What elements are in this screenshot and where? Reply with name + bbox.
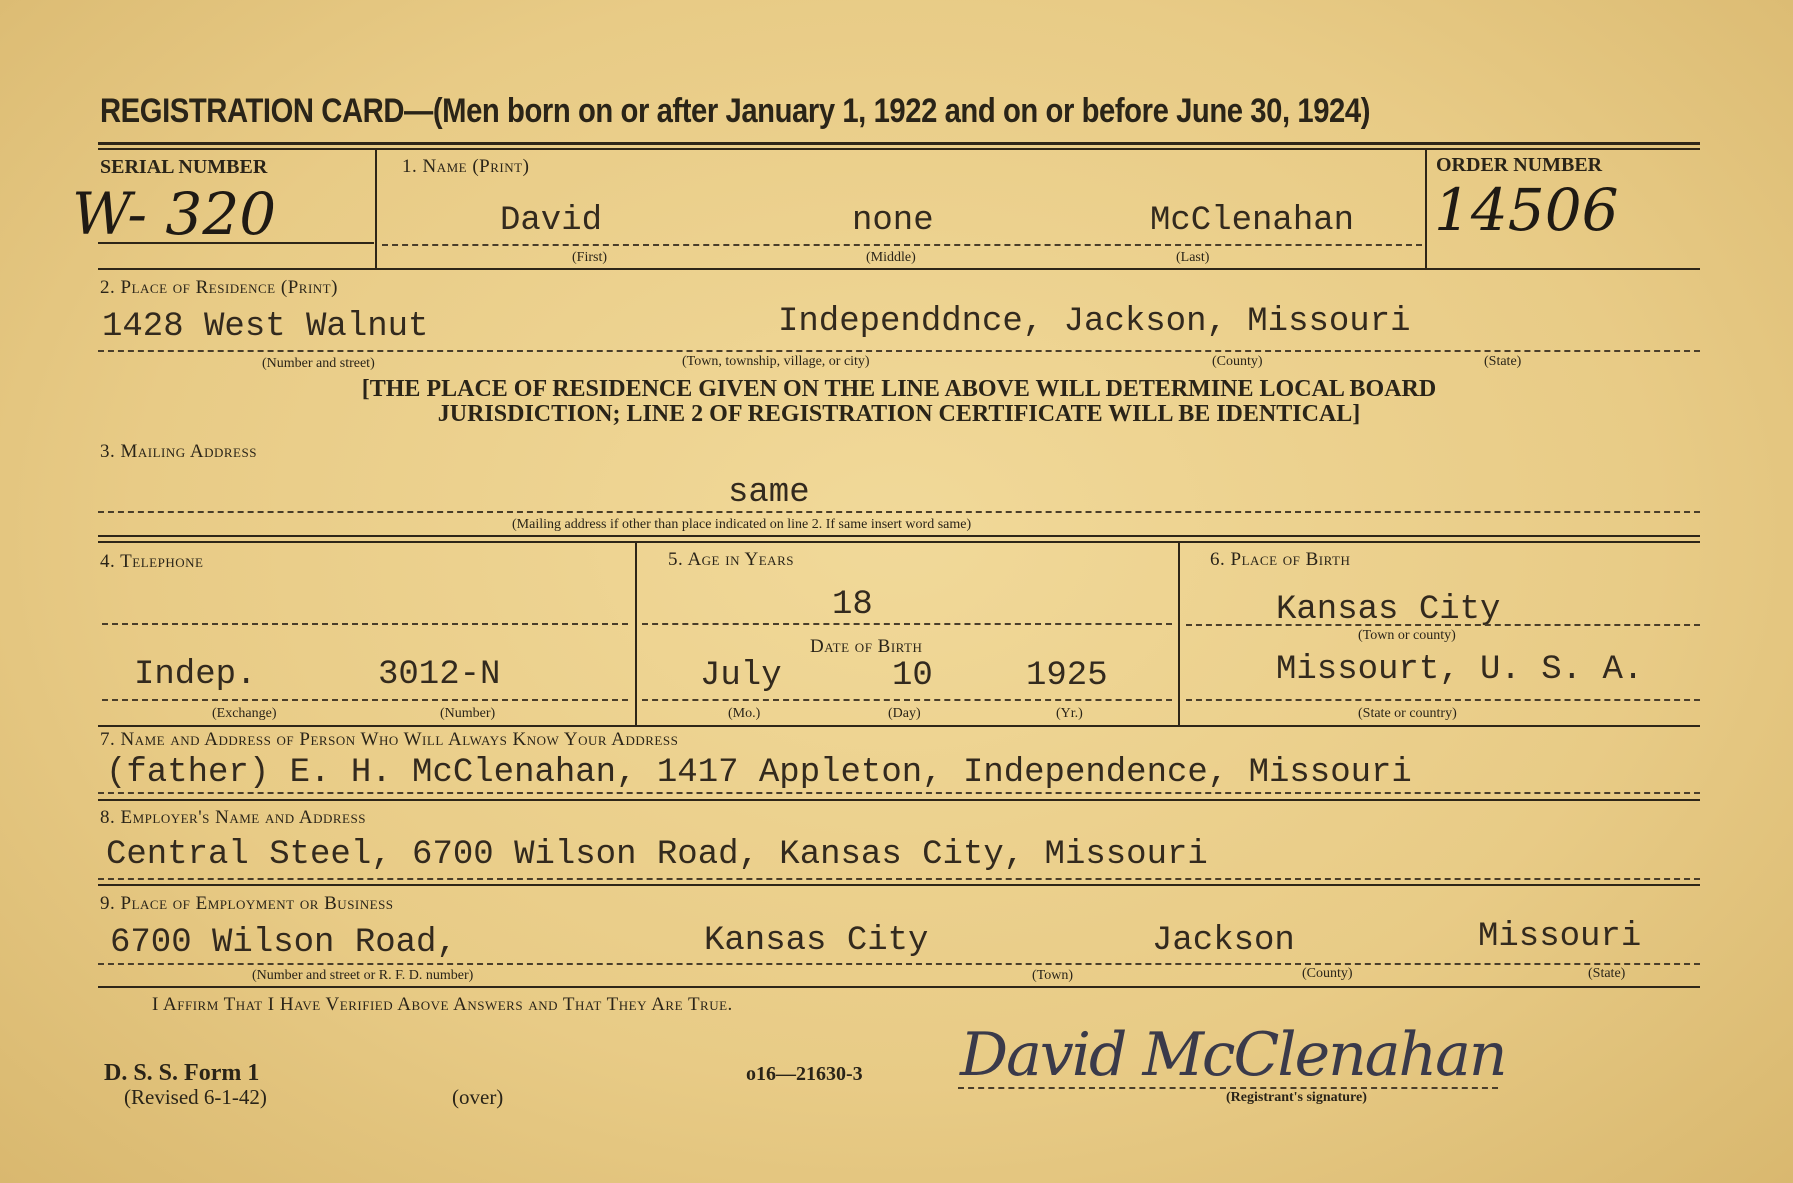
caption-birth-town: (Town or county) [1358,628,1456,643]
employment-label: 9. Place of Employment or Business [100,893,394,914]
signature-caption: (Registrant's signature) [1226,1090,1367,1105]
mailing-value: same [728,474,810,512]
birthplace-line-1 [1186,624,1700,626]
caption-last: (Last) [1176,250,1210,265]
name-first: David [500,202,603,240]
order-label: ORDER NUMBER [1436,154,1603,176]
row-rule [98,535,1700,537]
residence-label: 2. Place of Residence (Print) [100,277,338,298]
telephone-number: 3012-N [378,656,501,694]
affirmation-text: I Affirm That I Have Verified Above Answers and That They Are True. [152,994,733,1015]
caption-emp-street: (Number and street or R. F. D. number) [252,968,474,983]
telephone-line-1 [102,623,628,625]
form-id: D. S. S. Form 1 [104,1060,260,1086]
serial-value: W- 320 [72,180,277,248]
telephone-label: 4. Telephone [100,551,204,572]
mailing-caption: (Mailing address if other than place indicated on line 2. If same insert word same) [512,517,972,532]
employer-value: Central Steel, 6700 Wilson Road, Kansas City, Missouri [106,836,1208,874]
mailing-line [98,511,1700,513]
caption-birth-state: (State or country) [1358,706,1457,721]
dob-month: July [700,657,782,695]
telephone-exchange: Indep. [134,656,257,694]
registrant-signature: David McClenahan [960,1020,1506,1090]
caption-middle: (Middle) [866,250,916,265]
row-rule [98,799,1700,801]
dob-day: 10 [892,657,933,695]
caption-first: (First) [572,250,607,265]
row-rule [98,268,1700,270]
contact-line [98,792,1700,794]
divider [1425,150,1427,268]
divider [375,150,377,268]
row-rule [98,986,1700,988]
name-line [382,244,1422,246]
row-rule-2 [98,541,1700,543]
residence-line [98,350,1700,352]
caption-emp-town: (Town) [1032,968,1074,983]
employment-state: Missouri [1478,918,1642,956]
card-header: REGISTRATION CARD—(Men born on or after January 1, 1922 and on or before June 30, 1924) [100,92,1371,130]
caption-number: (Number) [440,706,496,721]
header-rule-2 [98,148,1700,150]
caption-yr: (Yr.) [1056,706,1083,721]
mailing-label: 3. Mailing Address [100,441,257,462]
divider [1178,543,1180,725]
employment-county: Jackson [1152,922,1295,960]
contact-label: 7. Name and Address of Person Who Will Always Know Your Address [100,729,679,750]
employment-line [98,963,1700,965]
dob-year: 1925 [1026,657,1108,695]
caption-exchange: (Exchange) [212,706,277,721]
age-label: 5. Age in Years [668,549,794,570]
divider [635,543,637,725]
birthplace-state: Missourt, U. S. A. [1276,651,1644,689]
form-revised: (Revised 6-1-42) [124,1085,267,1109]
employment-town: Kansas City [704,922,929,960]
dob-line [642,699,1172,701]
dob-label: Date of Birth [810,636,923,657]
print-code: o16—21630-3 [746,1063,863,1085]
telephone-line-2 [102,699,628,701]
over-note: (over) [452,1085,504,1109]
caption-street: (Number and street) [262,356,375,371]
caption-emp-county: (County) [1302,966,1353,981]
name-label: 1. Name (Print) [402,156,530,177]
serial-label: SERIAL NUMBER [100,156,268,178]
employer-line [98,878,1700,880]
employment-street: 6700 Wilson Road, [110,924,457,962]
caption-mo: (Mo.) [728,706,761,721]
contact-value: (father) E. H. McClenahan, 1417 Appleton, Independence, Missouri [106,754,1412,792]
caption-day: (Day) [888,706,921,721]
caption-county: (County) [1212,354,1263,369]
row-rule [98,725,1700,727]
birthplace-line-2 [1186,699,1700,701]
age-line [642,623,1172,625]
order-value: 14506 [1434,176,1619,244]
birthplace-label: 6. Place of Birth [1210,549,1351,570]
signature-line [958,1087,1498,1089]
jurisdiction-note-1: [THE PLACE OF RESIDENCE GIVEN ON THE LINE ABOVE WILL DETERMINE LOCAL BOARD [361,376,1437,402]
header-rule [98,142,1700,145]
caption-emp-state: (State) [1588,966,1626,981]
caption-town: (Town, township, village, or city) [682,354,870,369]
employer-label: 8. Employer's Name and Address [100,807,366,828]
row-rule [98,884,1700,886]
residence-town: Independdnce, Jackson, Missouri [778,303,1411,341]
caption-state: (State) [1484,354,1522,369]
birthplace-town: Kansas City [1276,591,1501,629]
jurisdiction-note-2: JURISDICTION; LINE 2 OF REGISTRATION CERTIFICATE WILL BE IDENTICAL] [437,401,1361,427]
name-last: McClenahan [1150,202,1355,240]
serial-underline [98,242,374,244]
residence-street: 1428 West Walnut [102,308,429,346]
name-middle: none [852,202,934,240]
age-value: 18 [832,586,873,624]
